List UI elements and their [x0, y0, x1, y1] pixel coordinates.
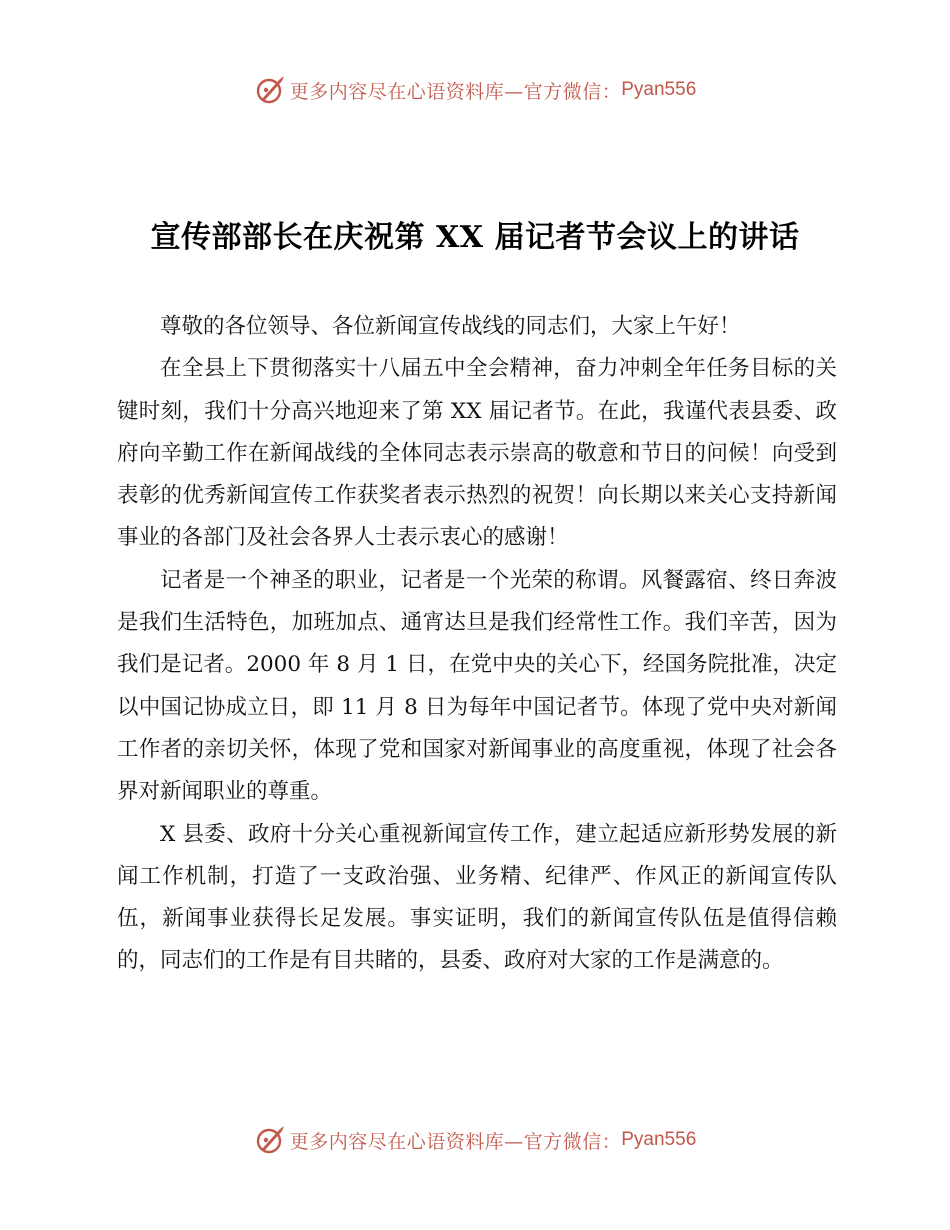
- banner-text: 更多内容尽在心语资料库—官方微信：: [289, 80, 622, 103]
- banner-text: 更多内容尽在心语资料库—官方微信：: [289, 1130, 622, 1153]
- banner-wechat-id: Pyan556: [621, 79, 697, 100]
- paragraph-congratulations: 在全县上下贯彻落实十八届五中全会精神，奋力冲刺全年任务目标的关键时刻，我们十分高兴地迎来了第 XX 届记者节。在此，我谨代表县委、政府向辛勤工作在新闻战线的全体同志表示崇高的敬意和节日的问候！向受到表彰的优秀新闻宣传工作获奖者表示热烈的祝贺！向长期以来关心支持新闻事业的各部门及社会各界人士表示衷心的感谢！: [117, 356, 837, 551]
- header-banner: [0, 70, 950, 110]
- document-title: 宣传部部长在庆祝第 XX 届记者节会议上的讲话: [150, 220, 800, 255]
- footer-banner: [0, 1120, 950, 1160]
- document-body: [117, 306, 837, 983]
- paragraph-greeting: 尊敬的各位领导、各位新闻宣传战线的同志们，大家上午好！: [160, 314, 741, 339]
- quill-pen-circle-icon: [254, 74, 286, 106]
- banner-wechat-id: Pyan556: [621, 1129, 697, 1150]
- paragraph-journalist-profession: 记者是一个神圣的职业，记者是一个光荣的称谓。风餐露宿、终日奔波是我们生活特色，加班加点、通宵达旦是我们经常性工作。我们辛苦，因为我们是记者。2000 年 8 月 1 日，在党中央的关心下，经国务院批准，决定以中国记协成立日，即 11 月 8 日为每年中国记者节。体现了党中央对新闻工作者的亲切关怀，体现了党和国家对新闻事业的高度重视，体现了社会各界对新闻职业的尊重。: [117, 567, 837, 805]
- quill-pen-circle-icon: [254, 1124, 286, 1156]
- paragraph-county-support: X 县委、政府十分关心重视新闻宣传工作，建立起适应新形势发展的新闻工作机制，打造了一支政治强、业务精、纪律严、作风正的新闻宣传队伍，新闻事业获得长足发展。事实证明，我们的新闻宣传队伍是值得信赖的，同志们的工作是有目共睹的，县委、政府对大家的工作是满意的。: [117, 821, 837, 974]
